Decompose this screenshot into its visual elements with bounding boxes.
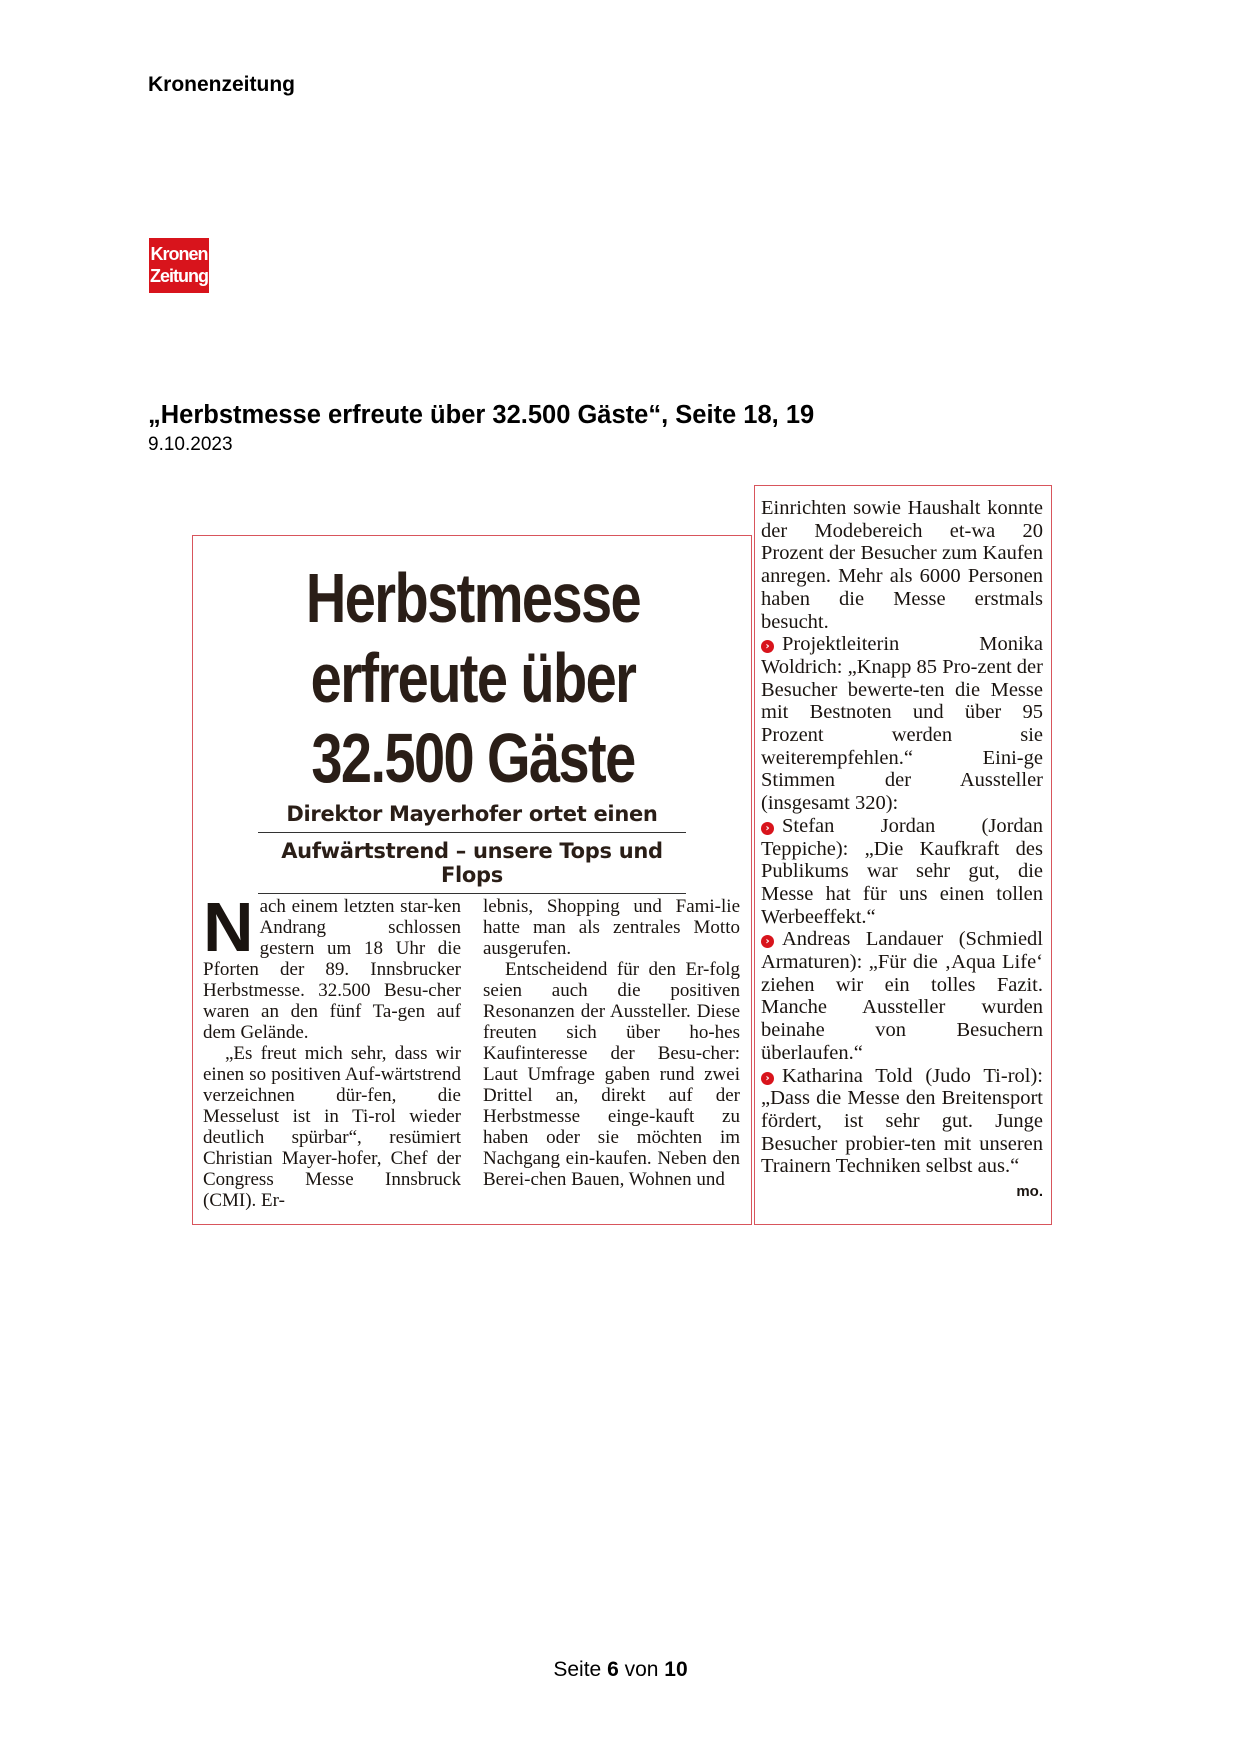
article-column-2 bbox=[483, 896, 740, 1190]
headline-line-3: 32.500 Gäste bbox=[311, 719, 635, 797]
bullet-arrow-icon: › bbox=[761, 822, 774, 835]
total-pages: 10 bbox=[664, 1658, 688, 1681]
subhead-line-1: Direktor Mayerhofer ortet einen bbox=[258, 802, 686, 833]
article-subheadline bbox=[258, 802, 686, 894]
bullet-arrow-icon: › bbox=[761, 1072, 774, 1085]
footer-mid: von bbox=[618, 1658, 665, 1681]
paragraph: Entscheidend für den Er-folg seien auch die positiven Resonanzen der Aussteller. Diese freuten sich über ho-hes Kaufinteresse der Besu-cher: Laut Umfrage gaben rund zwei Drittel an, direkt auf der Herbstmesse einge-kauft zu haben oder sie möchten im Nachgang ein-kaufen. Neben den Berei-chen Bauen, Wohnen und bbox=[483, 959, 740, 1190]
drop-cap: N bbox=[203, 888, 254, 966]
bullet-arrow-icon: › bbox=[761, 640, 774, 653]
logo-line-2: Zeitung bbox=[150, 266, 208, 286]
headline-line-2: erfreute über bbox=[310, 639, 636, 717]
headline-line-1: Herbstmesse bbox=[305, 559, 641, 637]
paragraph: Andreas Landauer (Schmiedl Armaturen): „Für die ‚Aqua Life‘ ziehen wir ein tolles Fazit. Manche Aussteller wurden beinahe von Besuchern überlaufen.“ bbox=[761, 928, 1043, 1064]
publication-name: Kronenzeitung bbox=[148, 73, 295, 96]
article-column-3 bbox=[761, 497, 1043, 1204]
paragraph: „Es freut mich sehr, dass wir einen so positiven Auf-wärtstrend verzeichnen dür-fen, die Messelust ist in Ti-rol wieder deutlich spürbar“, resümiert Christian Mayer-hofer, Chef der Congress Messe Innsbruck (CMI). Er- bbox=[203, 1043, 461, 1211]
bullet-arrow-icon: › bbox=[761, 935, 774, 948]
logo-line-1: Kronen bbox=[150, 244, 208, 264]
footer-prefix: Seite bbox=[553, 1658, 608, 1681]
article-clipping-main bbox=[192, 535, 752, 1225]
paragraph: ach einem letzten star-ken Andrang schlossen gestern um 18 Uhr die Pforten der 89. Innsbrucker Herbstmesse. 32.500 Besu-cher waren an den fünf Ta-gen auf dem Gelände. bbox=[203, 896, 461, 1043]
author-signature: mo. bbox=[1016, 1183, 1043, 1201]
paragraph: Katharina Told (Judo Ti-rol): „Dass die Messe den Breitensport fördert, ist sehr gut. Junge Besucher probier-ten mit unseren Trainern Techniken selbst aus.“ bbox=[761, 1064, 1043, 1178]
article-column-1 bbox=[203, 888, 461, 1211]
article-clipping-continued bbox=[754, 485, 1052, 1225]
document-title: „Herbstmesse erfreute über 32.500 Gäste“, Seite 18, 19 bbox=[148, 401, 815, 429]
kronen-zeitung-logo bbox=[149, 238, 209, 293]
page-number-footer bbox=[0, 1658, 1241, 1682]
paragraph: lebnis, Shopping und Fami-lie hatte man als zentrales Motto ausgerufen. bbox=[483, 896, 740, 959]
subhead-line-2: Aufwärtstrend – unsere Tops und Flops bbox=[258, 833, 686, 894]
paragraph: Projektleiterin Monika Woldrich: „Knapp 85 Pro-zent der Besucher bewerte-ten die Messe mit Bestnoten und über 95 Prozent werden sie weiterempfehlen.“ Eini-ge Stimmen der Aussteller (insgesamt 320): bbox=[761, 633, 1043, 815]
paragraph: Einrichten sowie Haushalt konnte der Modebereich et-wa 20 Prozent der Besucher zum Kaufen anregen. Mehr als 6000 Personen haben die Messe erstmals besucht. bbox=[761, 497, 1043, 633]
article-headline bbox=[281, 558, 665, 798]
paragraph: Stefan Jordan (Jordan Teppiche): „Die Kaufkraft des Publikums war sehr gut, die Messe hat für uns einen tollen Werbeeffekt.“ bbox=[761, 814, 1043, 928]
document-date: 9.10.2023 bbox=[148, 434, 233, 455]
current-page: 6 bbox=[607, 1658, 619, 1681]
